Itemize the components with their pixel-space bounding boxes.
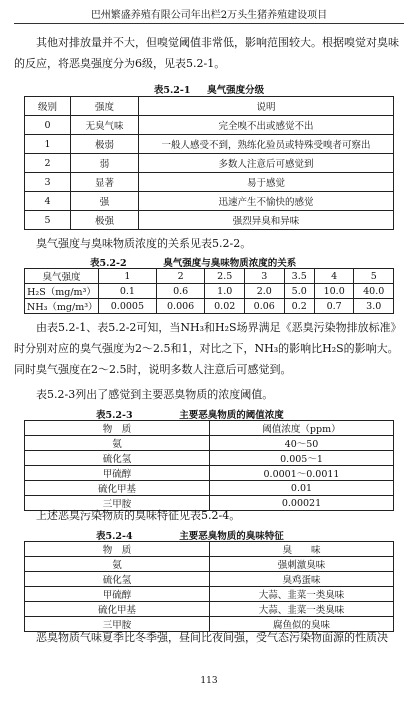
paragraph-standard-analysis: 由表5.2-1、表5.2-2可知，当NH₃和H₂S场界满足《恶臭污染物排放标准》时分别对应的臭气强度为2～2.5和1，对比之下，NH₃的影响比H₂S的影响大。同时臭气强度在2～2.5时，说明多数人注意后可感觉到。 (14, 321, 402, 376)
table-cell: 强 (71, 192, 139, 211)
table-odor-characteristics (24, 541, 394, 632)
column-header: 级别 (25, 97, 71, 116)
table-cell: 1 (25, 135, 71, 154)
table-row (25, 284, 394, 299)
table-cell: 氨 (25, 436, 210, 451)
page-number: 113 (200, 676, 218, 686)
table-cell: 强刺激臭味 (210, 557, 394, 572)
table1-caption (0, 82, 418, 96)
concentration-cell: 0.7 (314, 299, 354, 314)
table-cell: 完全嗅不出或感觉不出 (139, 116, 394, 135)
paragraph-threshold-intro: 表5.2-3列出了感觉到主要恶臭物质的浓度阈值。 (36, 388, 274, 401)
table-cell: 0.0001～0.0011 (210, 466, 394, 481)
table-cell: 一般人感受不到，熟练化验员或特殊受嗅者可察出 (139, 135, 394, 154)
intensity-level-cell: 3 (244, 269, 284, 284)
table-cell: 硫化氢 (25, 572, 210, 587)
table-cell: 迅速产生不愉快的感觉 (139, 192, 394, 211)
table-row (25, 116, 394, 135)
intensity-level-cell: 4 (314, 269, 354, 284)
table1-caption-no: 表5.2-1 (153, 85, 191, 96)
table-cell: 3 (25, 173, 71, 192)
table-header-row (25, 542, 394, 557)
table-cell: 硫化甲基 (25, 602, 210, 617)
table-row (25, 192, 394, 211)
table-cell: 0.005～1 (210, 451, 394, 466)
table-row (25, 466, 394, 481)
table2-caption-no: 表5.2-2 (90, 258, 127, 269)
table-cell: 大蒜、韭菜一类臭味 (210, 602, 394, 617)
table-row (25, 211, 394, 230)
concentration-cell: 10.0 (314, 284, 354, 299)
table3-caption-title: 主要恶臭物质的阈值浓度 (179, 410, 284, 421)
concentration-cell: 1.0 (205, 284, 245, 299)
concentration-cell: 0.006 (156, 299, 205, 314)
paragraph-odor-features-intro: 上述恶臭污染物质的臭味特征见表5.2-4。 (36, 509, 241, 522)
table-odor-intensity-levels (24, 96, 394, 230)
table4-caption (96, 528, 418, 542)
concentration-cell: 0.6 (156, 284, 205, 299)
table-cell: 0 (25, 116, 71, 135)
table-cell: 2 (25, 154, 71, 173)
column-header: 物 质 (25, 421, 210, 436)
concentration-cell: 0.02 (205, 299, 245, 314)
table2-caption (90, 255, 418, 269)
table4-caption-no: 表5.2-4 (96, 531, 133, 542)
table-intensity-concentration (24, 268, 394, 314)
intro-paragraph: 其他对排放量并不大，但嗅觉阈值非常低，影响范围较大。根据嗅觉对臭味的反应，将恶臭强度分为6级，见表5.2-1。 (14, 36, 399, 70)
table-cell: 强烈异臭和异味 (139, 211, 394, 230)
concentration-cell: 3.0 (354, 299, 394, 314)
table-cell: 极强 (71, 211, 139, 230)
concentration-cell: 0.2 (284, 299, 314, 314)
table-row (25, 436, 394, 451)
table-row (25, 587, 394, 602)
table-row (25, 299, 394, 314)
table-cell: 极弱 (71, 135, 139, 154)
table-cell: 无臭气味 (71, 116, 139, 135)
table-cell: 臭鸡蛋味 (210, 572, 394, 587)
concentration-cell: 2.0 (244, 284, 284, 299)
table-cell: 三甲胺 (25, 617, 210, 632)
table4-body (25, 542, 394, 632)
table-cell: 氨 (25, 557, 210, 572)
table-row (25, 481, 394, 496)
table-cell: 甲硫醇 (25, 587, 210, 602)
column-header: 强度 (71, 97, 139, 116)
table4-caption-title: 主要恶臭物质的臭味特征 (179, 531, 284, 542)
table-cell: 易于感觉 (139, 173, 394, 192)
concentration-cell: 0.1 (99, 284, 157, 299)
concentration-cell: 0.06 (244, 299, 284, 314)
table2-body (25, 269, 394, 314)
intensity-level-cell: 5 (354, 269, 394, 284)
paragraph-intensity-relation: 臭气强度与臭味物质浓度的关系见表5.2-2。 (36, 237, 252, 250)
intensity-level-cell: 1 (99, 269, 157, 284)
table-header-row (25, 269, 394, 284)
column-header: 物 质 (25, 542, 210, 557)
table-cell: 0.00021 (210, 496, 394, 511)
table-row (25, 173, 394, 192)
table3-caption (96, 407, 418, 421)
table-row (25, 154, 394, 173)
table-cell: 40～50 (210, 436, 394, 451)
table2-caption-title: 臭气强度与臭味物质浓度的关系 (163, 258, 297, 269)
column-header: 阈值浓度（ppm） (210, 421, 394, 436)
intensity-level-cell: 3.5 (284, 269, 314, 284)
table-cell: 大蒜、韭菜一类臭味 (210, 587, 394, 602)
table-cell: 5 (25, 211, 71, 230)
table-cell: 甲硫醇 (25, 466, 210, 481)
table-row (25, 602, 394, 617)
column-header: 臭 味 (210, 542, 394, 557)
page-header: 巴州繁盛养殖有限公司年出栏2万头生猪养殖建设项目 (14, 8, 404, 24)
table-cell: 多数人注意后可感觉到 (139, 154, 394, 173)
substance-label: NH₃（mg/m³） (25, 299, 99, 314)
table-row (25, 451, 394, 466)
intensity-level-cell: 2 (156, 269, 205, 284)
table1-body (25, 97, 394, 230)
intensity-level-cell: 2.5 (205, 269, 245, 284)
table-cell: 弱 (71, 154, 139, 173)
table3-caption-no: 表5.2-3 (96, 410, 133, 421)
table-cell: 三甲胺 (25, 496, 210, 511)
table-row (25, 572, 394, 587)
table-header-row (25, 421, 394, 436)
table-cell: 显著 (71, 173, 139, 192)
paragraph-seasonal-variation: 恶臭物质气味夏季比冬季强，昼间比夜间强，受气态污染物面源的性质决 (36, 631, 388, 644)
table-threshold-concentration (24, 420, 394, 511)
concentration-cell: 40.0 (354, 284, 394, 299)
table-header-row (25, 97, 394, 116)
table-cell: 4 (25, 192, 71, 211)
table1-caption-title: 臭气强度分级 (207, 85, 265, 96)
table-row (25, 557, 394, 572)
table-cell: 硫化氢 (25, 451, 210, 466)
table-row (25, 135, 394, 154)
table-cell: 0.01 (210, 481, 394, 496)
table-cell: 腐鱼似的臭味 (210, 617, 394, 632)
table-cell: 硫化甲基 (25, 481, 210, 496)
concentration-cell: 5.0 (284, 284, 314, 299)
substance-label: H₂S（mg/m³） (25, 284, 99, 299)
table3-body (25, 421, 394, 511)
column-header: 说明 (139, 97, 394, 116)
row-header-label: 臭气强度 (25, 269, 99, 284)
concentration-cell: 0.0005 (99, 299, 157, 314)
